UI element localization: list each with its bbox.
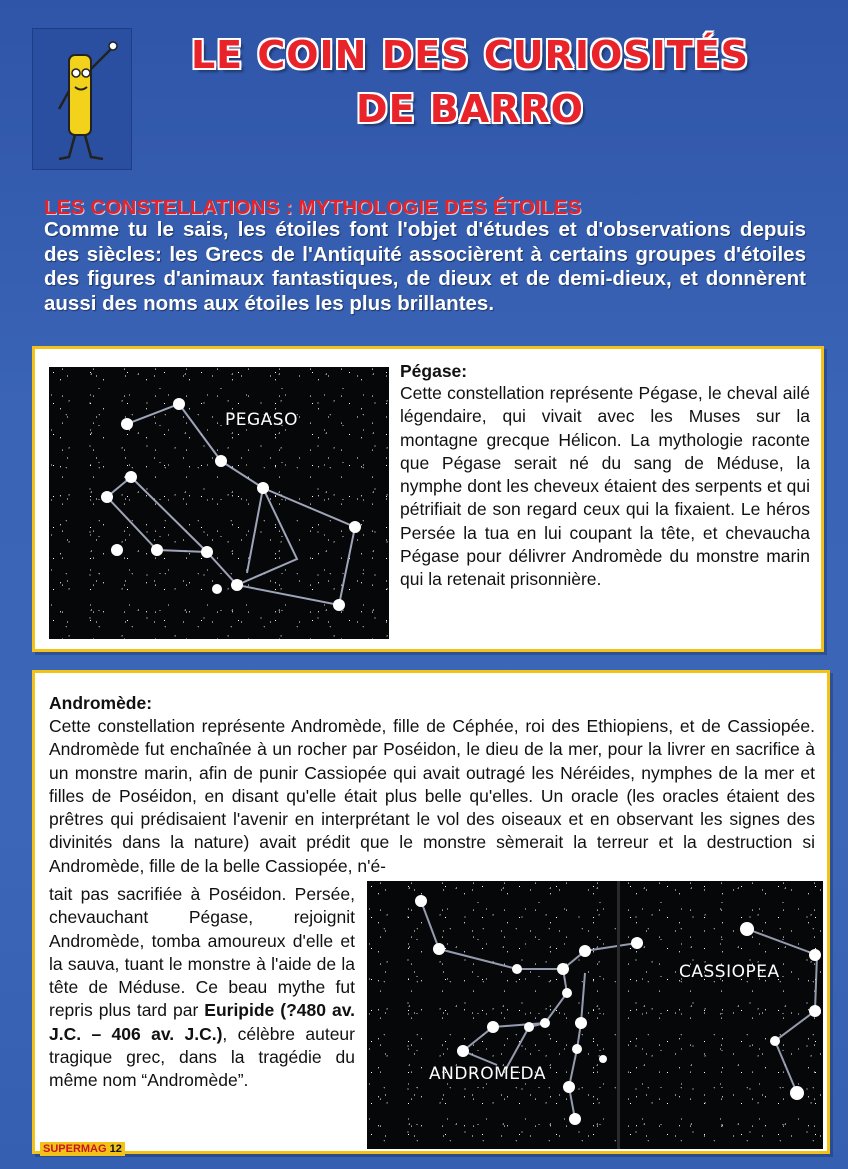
pegase-heading: Pégase: — [400, 361, 468, 381]
title-line-1: LE COIN DES CURIOSITÉS — [190, 33, 750, 77]
andromede-description-continued — [49, 883, 355, 1093]
pegase-text-block — [400, 361, 810, 592]
image-divider — [617, 881, 620, 1149]
title-line-2: DE BARRO — [356, 87, 584, 131]
page-number: 12 — [109, 1143, 122, 1155]
andromeda-cassiopea-constellation-image — [367, 881, 823, 1149]
andromede-text-end: , célèbre auteur tragique grec, dans la tragédie du même nom “Andromède”. — [49, 1023, 355, 1091]
mascot-panel — [32, 28, 132, 170]
page-title — [150, 28, 790, 136]
andromeda-label: ANDROMEDA — [429, 1064, 546, 1084]
cassiopea-label: CASSIOPEA — [679, 962, 780, 982]
page-footer — [40, 1142, 125, 1156]
andromede-text-start: tait pas sacrifiée à Poséidon. Persée, chevauchant Pégase, rejoignit Andromède, tomba amoureux d'elle et la sauva, tuant le monstre à l'aide de la tête de Méduse. Ce beau mythe fut repris plus tard par — [49, 884, 355, 1021]
andromede-description: Cette constellation représente Andromède, fille de Céphée, roi des Ethiopiens, et de Cassiopée. Andromède fut enchaînée à un rocher par Poséidon, le dieu de la mer, pour la livrer en sacrifice à un monstre marin, afin de punir Cassiopée qui avait outragé les Néréides, nymphes de la mer et filles de Poséidon, en disant qu'elle était plus belle qu'elles. Un oracle (les oracles étaient des prêtres qui prédisaient l'avenir en interprétant le vol des oiseaux et en observant les signes des divinités dans la nature) avait prédit que le monstre sèmerait la terreur et la destruction si Andromède, fille de la belle Cassiopée, n'é- — [49, 716, 815, 876]
section-subtitle: LES CONSTELLATIONS : MYTHOLOGIE DES ÉTOILES — [44, 196, 582, 219]
pegase-panel — [32, 346, 824, 652]
euripide-reference: Euripide (?480 av. J.C. – 406 av. J.C.) — [49, 1000, 355, 1044]
pegaso-label: PEGASO — [225, 410, 298, 430]
pegasus-constellation-image — [49, 367, 389, 639]
andromede-panel — [32, 670, 830, 1154]
pegase-description: Cette constellation représente Pégase, le cheval ailé légendaire, qui vivait avec les Muses sur la montagne grecque Hélicon. La mythologie raconte que Pégase serait né du sang de Méduse, la nymphe dont les cheveux étaient des serpents et qui pétrifiait de son regard ceux qui la fixaient. Le héros Persée la tua en lui coupant la tête, et chevaucha Pégase pour délivrer Andromède du monstre marin qui la retenait prisonnière. — [400, 383, 810, 590]
intro-paragraph: Comme tu le sais, les étoiles font l'objet d'études et d'observations depuis des siècles: les Grecs de l'Antiquité associèrent à certains groupes d'étoiles des figures d'animaux fantastiques, de dieux et de demi-dieux, et donnèrent aussi des noms aux étoiles les plus brillantes. — [44, 218, 806, 315]
magazine-name: SUPERMAG — [43, 1143, 107, 1155]
barro-mascot-illustration — [33, 29, 131, 169]
andromede-heading: Andromède: — [49, 693, 153, 713]
